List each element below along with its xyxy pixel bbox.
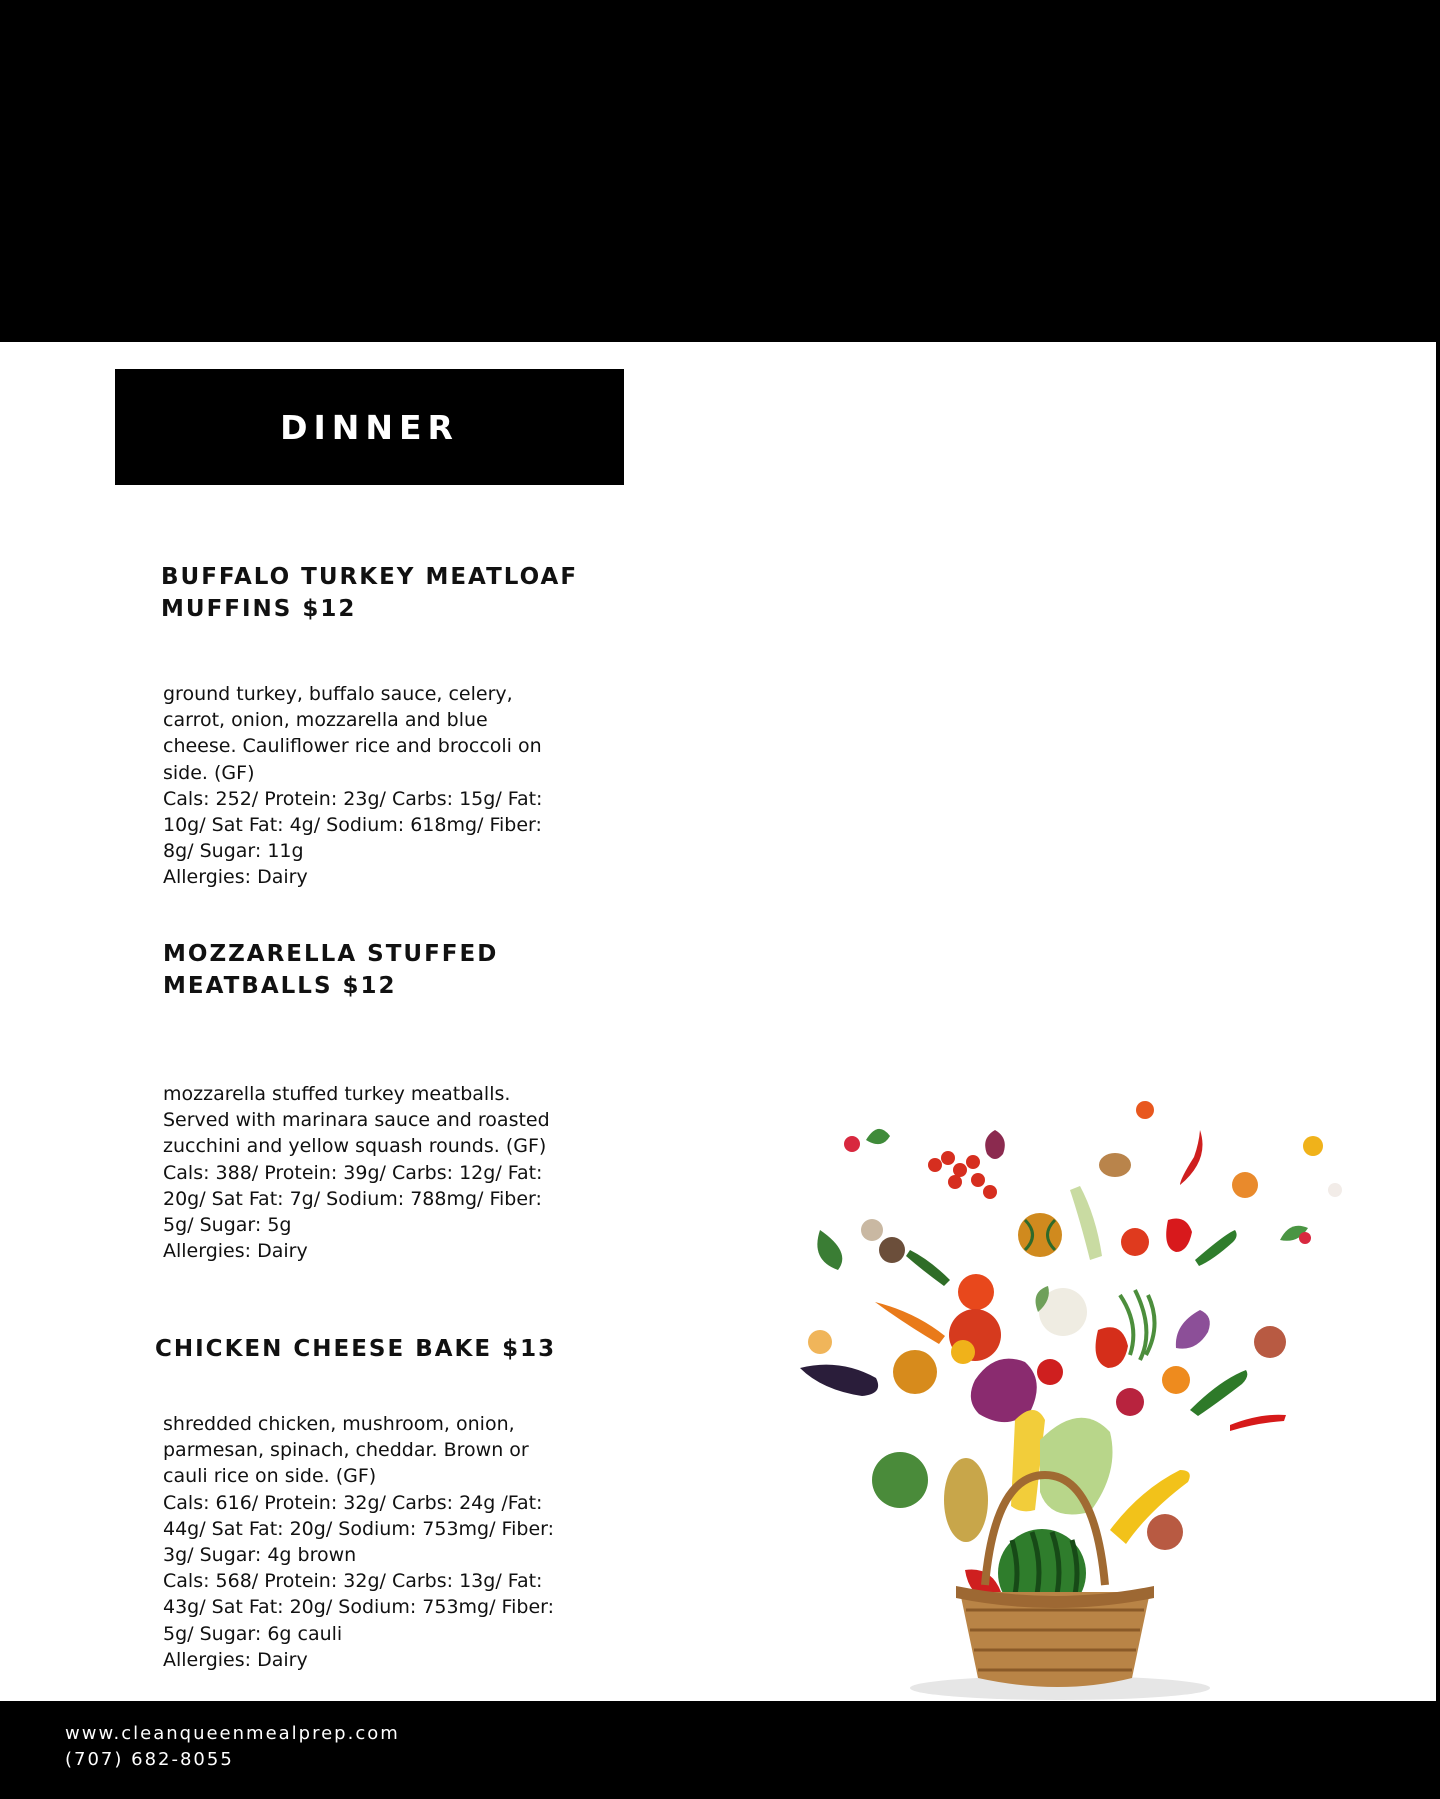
nutrition-line: 44g/ Sat Fat: 20g/ Sodium: 753mg/ Fiber: bbox=[163, 1517, 555, 1540]
eggplant-icon bbox=[1176, 1310, 1210, 1349]
nutrition-line: Cals: 252/ Protein: 23g/ Carbs: 15g/ Fat: bbox=[163, 787, 543, 810]
cucumber-icon bbox=[1195, 1230, 1237, 1266]
onion-icon bbox=[808, 1330, 832, 1354]
red-onion-icon bbox=[1116, 1388, 1144, 1416]
nutrition-line: 3g/ Sugar: 4g brown bbox=[163, 1544, 357, 1567]
section-title: DINNER bbox=[280, 407, 459, 447]
carrot-icon bbox=[875, 1302, 945, 1344]
menu-item-2-description bbox=[163, 1081, 583, 1264]
orange-tomato-icon bbox=[1232, 1172, 1258, 1198]
menu-item-1-name-line: MUFFINS $12 bbox=[161, 596, 357, 622]
orange-tomato-icon bbox=[1162, 1366, 1190, 1394]
menu-item-2-name-line: MOZZARELLA STUFFED bbox=[163, 941, 499, 967]
potato-icon bbox=[1254, 1326, 1286, 1358]
red-pepper-icon bbox=[1096, 1327, 1128, 1368]
nutrition-line: 20g/ Sat Fat: 7g/ Sodium: 788mg/ Fiber: bbox=[163, 1187, 542, 1210]
mushroom-icon bbox=[879, 1237, 905, 1263]
yellow-pepper-icon bbox=[951, 1340, 975, 1364]
nutrition-line: Cals: 568/ Protein: 32g/ Carbs: 13g/ Fat: bbox=[163, 1570, 543, 1593]
menu-item-2-name-line: MEATBALLS $12 bbox=[163, 973, 397, 999]
allergies-line: Allergies: Dairy bbox=[163, 1240, 308, 1263]
menu-item-1-description bbox=[163, 681, 583, 891]
cucumber-icon bbox=[1190, 1370, 1247, 1416]
nutrition-line: 8g/ Sugar: 11g bbox=[163, 840, 304, 863]
spinach-icon bbox=[817, 1230, 842, 1270]
eggplant-icon bbox=[800, 1365, 878, 1396]
allergies-line: Allergies: Dairy bbox=[163, 866, 308, 889]
squash-icon bbox=[944, 1458, 988, 1542]
tomato-icon bbox=[1121, 1228, 1149, 1256]
footer-phone[interactable]: (707) 682-8055 bbox=[65, 1749, 234, 1770]
radish-icon bbox=[844, 1136, 860, 1152]
red-pepper-icon bbox=[1166, 1219, 1192, 1253]
yellow-tomato-icon bbox=[1303, 1136, 1323, 1156]
cherry-tomato-icon bbox=[928, 1158, 942, 1172]
top-banner bbox=[0, 0, 1440, 342]
cherry-tomato-icon bbox=[966, 1155, 980, 1169]
section-title-box bbox=[115, 369, 624, 485]
description-line: shredded chicken, mushroom, onion, bbox=[163, 1413, 515, 1435]
description-line: zucchini and yellow squash rounds. (GF) bbox=[163, 1135, 547, 1158]
garlic-icon bbox=[1328, 1183, 1342, 1197]
potato-icon bbox=[1147, 1514, 1183, 1550]
allergies-line: Allergies: Dairy bbox=[163, 1648, 308, 1671]
description-line: mozzarella stuffed turkey meatballs. bbox=[163, 1083, 511, 1105]
cabbage-icon bbox=[1040, 1418, 1113, 1515]
menu-item-2-name bbox=[163, 938, 498, 1002]
celery-icon bbox=[1070, 1186, 1102, 1260]
radish-leaf-icon bbox=[866, 1129, 890, 1144]
cherry-tomato-icon bbox=[971, 1173, 985, 1187]
description-line: cheese. Cauliflower rice and broccoli on bbox=[163, 735, 542, 758]
nutrition-line: 10g/ Sat Fat: 4g/ Sodium: 618mg/ Fiber: bbox=[163, 814, 542, 837]
tomato-icon bbox=[1136, 1101, 1154, 1119]
tomato-icon bbox=[1037, 1359, 1063, 1385]
menu-item-3-description bbox=[163, 1411, 583, 1673]
footer-website[interactable]: www.cleanqueenmealprep.com bbox=[65, 1723, 400, 1744]
pumpkin-icon bbox=[893, 1350, 937, 1394]
nutrition-line: Cals: 388/ Protein: 39g/ Carbs: 12g/ Fat: bbox=[163, 1161, 543, 1184]
menu-item-1-name-line: BUFFALO TURKEY MEATLOAF bbox=[161, 564, 579, 590]
onion-icon bbox=[985, 1130, 1005, 1159]
description-line: cauli rice on side. (GF) bbox=[163, 1465, 377, 1488]
orange-tomato-icon bbox=[958, 1274, 994, 1310]
description-line: ground turkey, buffalo sauce, celery, bbox=[163, 683, 513, 705]
potato-icon bbox=[1099, 1153, 1131, 1177]
chili-pepper-icon bbox=[1180, 1130, 1203, 1185]
cherry-tomato-icon bbox=[948, 1175, 962, 1189]
page-edge bbox=[1436, 342, 1440, 1702]
mushroom-icon bbox=[861, 1219, 883, 1241]
corn-icon bbox=[1011, 1410, 1045, 1511]
zucchini-icon bbox=[906, 1250, 950, 1286]
radish-icon bbox=[1299, 1232, 1311, 1244]
description-line: side. (GF) bbox=[163, 761, 255, 784]
broccoli-icon bbox=[872, 1452, 928, 1508]
nutrition-line: 5g/ Sugar: 5g bbox=[163, 1214, 292, 1237]
footer-bar bbox=[0, 1701, 1440, 1799]
nutrition-line: Cals: 616/ Protein: 32g/ Carbs: 24g /Fat: bbox=[163, 1491, 543, 1514]
menu-item-3-name bbox=[155, 1333, 556, 1365]
cherry-tomato-icon bbox=[953, 1163, 967, 1177]
description-line: carrot, onion, mozzarella and blue bbox=[163, 709, 488, 732]
pumpkin-icon bbox=[1018, 1213, 1062, 1257]
vegetable-basket-illustration bbox=[780, 1080, 1380, 1700]
cherry-tomato-icon bbox=[983, 1185, 997, 1199]
nutrition-line: 5g/ Sugar: 6g cauli bbox=[163, 1622, 343, 1645]
nutrition-line: 43g/ Sat Fat: 20g/ Sodium: 753mg/ Fiber: bbox=[163, 1596, 555, 1619]
description-line: Served with marinara sauce and roasted bbox=[163, 1109, 550, 1132]
cherry-tomato-icon bbox=[941, 1151, 955, 1165]
menu-item-1-name bbox=[161, 561, 578, 625]
menu-item-3-name-line: CHICKEN CHEESE BAKE $13 bbox=[155, 1336, 557, 1362]
chili-pepper-icon bbox=[1230, 1415, 1286, 1431]
description-line: parmesan, spinach, cheddar. Brown or bbox=[163, 1439, 529, 1462]
